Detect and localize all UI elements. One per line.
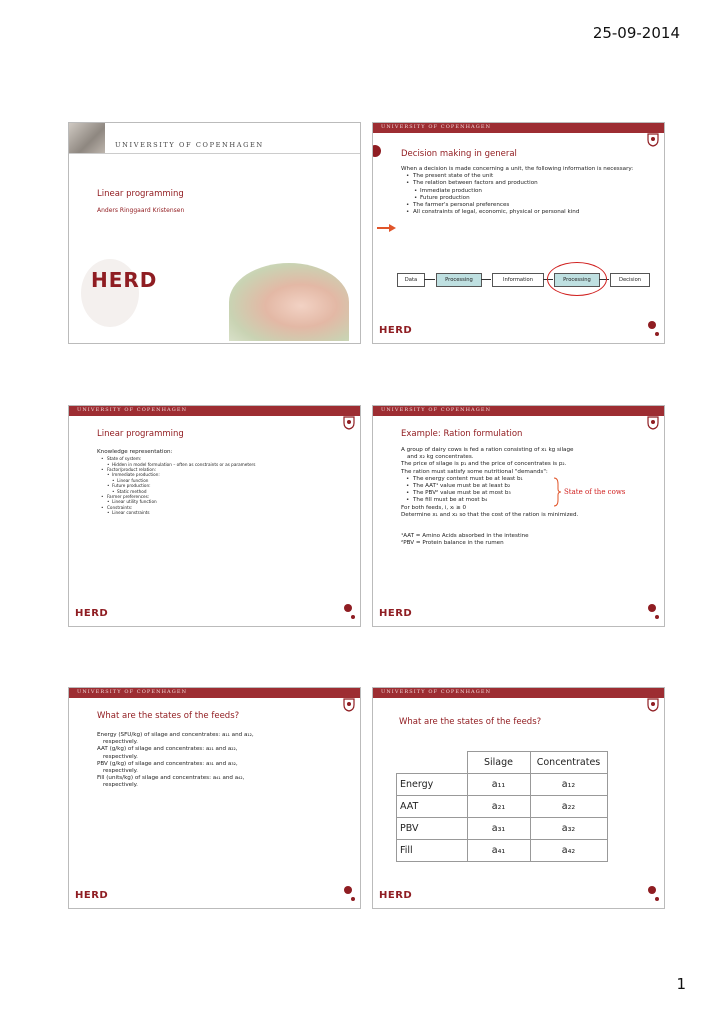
slide-6	[372, 687, 665, 909]
slide-title: Example: Ration formulation	[401, 429, 523, 439]
text-line: Energy (SFU/kg) of silage and concentrates: a₁₁ and a₁₂,	[97, 732, 254, 738]
table-cell: a₃₂	[530, 818, 607, 840]
university-header	[69, 123, 360, 154]
university-bar: UNIVERSITY OF COPENHAGEN	[373, 406, 664, 416]
sub-bullet: • Immediate production	[401, 188, 641, 195]
text-line: Determine x₁ and x₂ so that the cost of the ration is minimized.	[401, 511, 579, 518]
herd-logo: HERD	[379, 608, 413, 619]
decor-dot	[648, 886, 656, 894]
flow-processing: Processing	[436, 273, 482, 287]
slide-title: What are the states of the feeds?	[97, 711, 240, 721]
table-cell: a₂₁	[467, 796, 530, 818]
decor-dot	[344, 886, 352, 894]
item: • Static method	[97, 489, 347, 494]
table-row	[397, 818, 608, 840]
bullet: • The relation between factors and production	[401, 180, 641, 187]
sub-bullet: • Future production	[401, 195, 641, 202]
table-header-row	[397, 752, 608, 774]
text-line: The price of silage is p₁ and the price of concentrates is p₂.	[401, 461, 567, 468]
column-header: Concentrates	[530, 752, 607, 774]
demand-bullet: • The energy content must be at least b₁	[401, 476, 651, 483]
herd-logo-text: HERD	[91, 268, 158, 292]
row-label: Energy	[397, 774, 468, 796]
slide-title: Linear programming	[97, 189, 184, 199]
table-cell: a₂₂	[530, 796, 607, 818]
text-line: A group of dairy cows is fed a ration consisting of x₁ kg silage	[401, 447, 574, 453]
intro-text: When a decision is made concerning a unit, the following information is necessary:	[401, 166, 634, 172]
slide-3	[68, 405, 361, 627]
herd-logo: HERD	[379, 890, 413, 901]
university-seal-icon	[343, 698, 355, 712]
item: • Immediate production:	[97, 472, 347, 477]
table-row	[397, 796, 608, 818]
item: • Linear constraints	[97, 510, 347, 515]
item: • Factor/product relation:	[97, 467, 347, 472]
herd-logo: HERD	[75, 890, 109, 901]
flow-data: Data	[397, 273, 425, 287]
footnote: ¹AAT = Amino Acids absorbed in the intestine	[401, 533, 529, 540]
herd-logo	[81, 259, 158, 327]
slide-title: What are the states of the feeds?	[399, 717, 542, 727]
feed-state-table	[396, 751, 608, 862]
item: • Constraints:	[97, 505, 347, 510]
decor-dot	[351, 897, 355, 901]
table-cell: a₄₁	[467, 840, 530, 862]
item: • Hidden in model formulation – often as constraints or as parameters	[97, 462, 347, 467]
university-seal-icon	[647, 416, 659, 430]
slide-1	[68, 122, 361, 344]
text-line: For both feeds, i, xᵢ ≥ 0	[401, 504, 467, 511]
university-bar: UNIVERSITY OF COPENHAGEN	[373, 123, 664, 133]
flow-information: Information	[492, 273, 544, 287]
text-line: Fill (units/kg) of silage and concentrates: a₄₁ and a₄₂,	[97, 775, 245, 782]
arrow-right-icon	[377, 224, 397, 232]
flow-arrow	[424, 279, 435, 280]
column-header: Silage	[467, 752, 530, 774]
decor-dot	[351, 615, 355, 619]
item: • Farmer preferences:	[97, 494, 347, 499]
slide-body	[401, 166, 641, 216]
text-line: respectively.	[103, 768, 138, 775]
heading: Knowledge representation:	[97, 449, 173, 455]
item: • Future production:	[97, 483, 347, 488]
table-row	[397, 774, 608, 796]
bullet: • The farmer's personal preferences	[401, 202, 641, 209]
slide-body	[97, 449, 347, 516]
decor-dot	[655, 332, 659, 336]
slide-4	[372, 405, 665, 627]
row-label: PBV	[397, 818, 468, 840]
flow-decision: Decision	[610, 273, 650, 287]
slide-5	[68, 687, 361, 909]
bullet: • All constraints of legal, economic, physical or personal kind	[401, 209, 641, 216]
slide-body	[401, 447, 651, 547]
table-corner	[397, 752, 468, 774]
row-label: Fill	[397, 840, 468, 862]
brace-icon	[553, 477, 561, 507]
photo-strip	[69, 123, 105, 153]
item: • Linear function	[97, 478, 347, 483]
flow-diagram	[397, 270, 655, 288]
decor-dot	[655, 615, 659, 619]
flow-arrow	[481, 279, 491, 280]
text-line: respectively.	[103, 782, 138, 789]
herd-logo: HERD	[379, 325, 413, 336]
university-seal-icon	[343, 416, 355, 430]
state-annotation: State of the cows	[564, 488, 626, 496]
highlight-ellipse	[547, 262, 607, 296]
table-cell: a₁₁	[467, 774, 530, 796]
item: • Linear utility function	[97, 499, 347, 504]
university-name: UNIVERSITY OF COPENHAGEN	[115, 141, 264, 149]
slide-2	[372, 122, 665, 344]
demand-bullet: • The PBV² value must be at most b₃	[401, 490, 651, 497]
demand-bullet: • The fill must be at most b₄	[401, 497, 651, 504]
university-bar: UNIVERSITY OF COPENHAGEN	[69, 406, 360, 416]
university-seal-icon	[647, 133, 659, 147]
row-label: AAT	[397, 796, 468, 818]
flow-processing-2: Processing	[554, 273, 600, 287]
text-line: The ration must satisfy some nutritional "demands":	[401, 468, 548, 475]
herd-logo: HERD	[75, 608, 109, 619]
table-cell: a₃₁	[467, 818, 530, 840]
footnote: ²PBV = Protein balance in the rumen	[401, 540, 504, 547]
slide-title: Linear programming	[97, 429, 184, 439]
decor-dot	[655, 897, 659, 901]
page-number: 1	[676, 975, 686, 993]
demand-bullet: • The AAT¹ value must be at least b₂	[401, 483, 651, 490]
table-cell: a₄₂	[530, 840, 607, 862]
decor-dot	[648, 321, 656, 329]
decor-dot	[372, 145, 381, 157]
decor-dot	[344, 604, 352, 612]
author: Anders Ringgaard Kristensen	[97, 207, 185, 214]
table-row	[397, 840, 608, 862]
text-line: and x₂ kg concentrates.	[407, 454, 474, 461]
text-line: respectively.	[103, 753, 138, 760]
slide-title: Decision making in general	[401, 149, 517, 159]
page-date: 25-09-2014	[592, 24, 680, 42]
university-seal-icon	[647, 698, 659, 712]
text-line: respectively.	[103, 739, 138, 746]
decor-dot	[648, 604, 656, 612]
text-line: AAT (g/kg) of silage and concentrates: a₂₁ and a₂₂,	[97, 746, 238, 753]
text-line: PBV (g/kg) of silage and concentrates: a₃₁ and a₃₂,	[97, 760, 238, 767]
university-bar: UNIVERSITY OF COPENHAGEN	[69, 688, 360, 698]
pig-photo	[229, 263, 349, 341]
university-bar: UNIVERSITY OF COPENHAGEN	[373, 688, 664, 698]
slide-body	[97, 732, 347, 790]
table-cell: a₁₂	[530, 774, 607, 796]
bullet: • The present state of the unit	[401, 173, 641, 180]
item: • State of system:	[97, 456, 347, 461]
